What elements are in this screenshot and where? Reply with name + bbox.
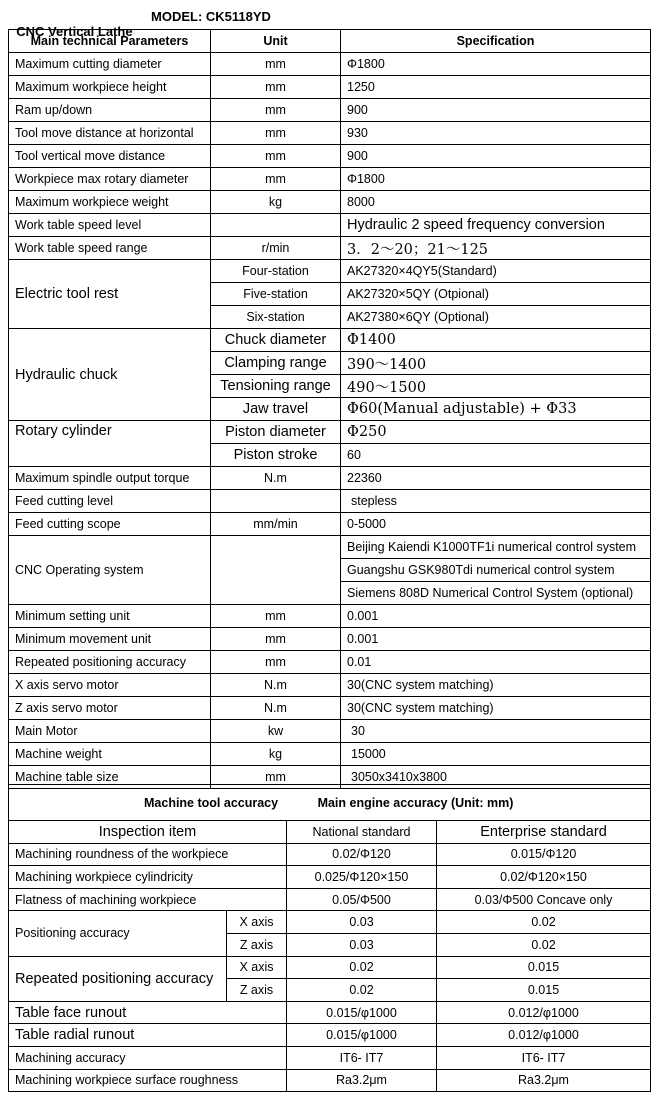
- table-row: [9, 260, 651, 283]
- param-name: Maximum cutting diameter: [9, 53, 211, 76]
- table-row: [9, 191, 651, 214]
- inspection-item: Repeated positioning accuracy: [9, 956, 227, 1001]
- table-row: [9, 214, 651, 237]
- param-name: Maximum spindle output torque: [9, 467, 211, 490]
- enterprise-standard: 0.012/φ1000: [437, 1001, 651, 1024]
- param-value: Φ1800: [341, 168, 651, 191]
- technical-parameters-table: [8, 29, 651, 789]
- table-row: [9, 536, 651, 559]
- table-row: [9, 697, 651, 720]
- accuracy-table: [8, 784, 651, 1092]
- param-name: Rotary cylinder: [9, 421, 211, 467]
- inspection-item: Machining workpiece cylindricity: [9, 866, 287, 889]
- param-value: 0.001: [341, 628, 651, 651]
- national-standard: 0.05/Φ500: [287, 888, 437, 911]
- param-value: 930: [341, 122, 651, 145]
- param-value: 22360: [341, 467, 651, 490]
- param-unit: [211, 536, 341, 605]
- national-standard: 0.03: [287, 911, 437, 934]
- inspection-item: Table face runout: [9, 1001, 287, 1024]
- table-row: [9, 122, 651, 145]
- table-row: [9, 513, 651, 536]
- param-value: Φ1800: [341, 53, 651, 76]
- param-value: 30(CNC system matching): [341, 697, 651, 720]
- enterprise-standard: 0.02: [437, 933, 651, 956]
- param-value: 390～1400: [341, 352, 651, 375]
- axis-label: Z axis: [227, 933, 287, 956]
- param-value: Φ1400: [341, 329, 651, 352]
- national-standard: 0.015/φ1000: [287, 1024, 437, 1047]
- table-row: [9, 1046, 651, 1069]
- param-unit: mm: [211, 651, 341, 674]
- param-unit: [211, 490, 341, 513]
- national-standard: IT6- IT7: [287, 1046, 437, 1069]
- param-value: 1250: [341, 76, 651, 99]
- param-value: 900: [341, 145, 651, 168]
- sub-param: Chuck diameter: [211, 329, 341, 352]
- param-value: Guangshu GSK980Tdi numerical control system: [341, 559, 651, 582]
- param-unit: r/min: [211, 237, 341, 260]
- param-value: AK27320×4QY5(Standard): [341, 260, 651, 283]
- param-value: 0.001: [341, 605, 651, 628]
- accuracy-title-row: [9, 785, 651, 821]
- inspection-item: Machining accuracy: [9, 1046, 287, 1069]
- table-row: [9, 467, 651, 490]
- table-row: [9, 1001, 651, 1024]
- table-row: [9, 911, 651, 934]
- param-name: Tool move distance at horizontal: [9, 122, 211, 145]
- param-value: AK27380×6QY (Optional): [341, 306, 651, 329]
- param-unit: mm: [211, 605, 341, 628]
- param-name: X axis servo motor: [9, 674, 211, 697]
- param-value: AK27320×5QY (Otpional): [341, 283, 651, 306]
- accuracy-title-left: Machine tool accuracy: [144, 795, 279, 810]
- national-standard: 0.02: [287, 956, 437, 979]
- param-name: Workpiece max rotary diameter: [9, 168, 211, 191]
- param-unit: N.m: [211, 467, 341, 490]
- enterprise-standard: Ra3.2μm: [437, 1069, 651, 1092]
- sub-param: Tensioning range: [211, 375, 341, 398]
- table-header-row: [9, 821, 651, 844]
- national-standard: 0.02/Φ120: [287, 843, 437, 866]
- column-header: Specification: [341, 30, 651, 53]
- table-row: [9, 76, 651, 99]
- enterprise-standard: 0.02/Φ120×150: [437, 866, 651, 889]
- param-value: 0.01: [341, 651, 651, 674]
- param-name: Maximum workpiece weight: [9, 191, 211, 214]
- table-row: [9, 53, 651, 76]
- param-value: 3050x3410x3800: [341, 766, 651, 789]
- param-value: Beijing Kaiendi K1000TF1i numerical control system: [341, 536, 651, 559]
- inspection-item: Flatness of machining workpiece: [9, 888, 287, 911]
- table-row: [9, 720, 651, 743]
- inspection-item: Positioning accuracy: [9, 911, 227, 956]
- param-unit: mm: [211, 145, 341, 168]
- param-value: Φ60(Manual adjustable) + Φ33: [341, 398, 651, 421]
- param-name: Feed cutting scope: [9, 513, 211, 536]
- national-standard: 0.03: [287, 933, 437, 956]
- table-row: [9, 168, 651, 191]
- axis-label: Z axis: [227, 979, 287, 1002]
- table-row: [9, 145, 651, 168]
- param-unit: mm: [211, 99, 341, 122]
- column-header: Inspection item: [9, 821, 287, 844]
- param-name: Main Motor: [9, 720, 211, 743]
- param-unit: kg: [211, 191, 341, 214]
- sub-param: Four-station: [211, 260, 341, 283]
- machine-model: MODEL: CK5118YD: [151, 9, 271, 24]
- param-value: 900: [341, 99, 651, 122]
- param-name: Work table speed range: [9, 237, 211, 260]
- enterprise-standard: 0.012/φ1000: [437, 1024, 651, 1047]
- param-name: Work table speed level: [9, 214, 211, 237]
- param-name: Repeated positioning accuracy: [9, 651, 211, 674]
- table-row: [9, 866, 651, 889]
- param-unit: mm: [211, 122, 341, 145]
- enterprise-standard: 0.02: [437, 911, 651, 934]
- param-name: CNC Operating system: [9, 536, 211, 605]
- table-header-row: [9, 30, 651, 53]
- table-row: [9, 743, 651, 766]
- enterprise-standard: 0.015: [437, 979, 651, 1002]
- param-name: Tool vertical move distance: [9, 145, 211, 168]
- param-name: Machine weight: [9, 743, 211, 766]
- param-unit: mm: [211, 53, 341, 76]
- param-unit: kg: [211, 743, 341, 766]
- param-unit: mm: [211, 168, 341, 191]
- param-name: Electric tool rest: [9, 260, 211, 329]
- param-value: 15000: [341, 743, 651, 766]
- param-name: Ram up/down: [9, 99, 211, 122]
- machine-title: CNC Vertical Lathe: [16, 24, 133, 39]
- national-standard: 0.02: [287, 979, 437, 1002]
- table-row: [9, 1024, 651, 1047]
- table-row: [9, 956, 651, 979]
- sub-param: Five-station: [211, 283, 341, 306]
- param-value: 8000: [341, 191, 651, 214]
- param-name: Feed cutting level: [9, 490, 211, 513]
- param-unit: mm: [211, 76, 341, 99]
- national-standard: 0.015/φ1000: [287, 1001, 437, 1024]
- param-value: 0-5000: [341, 513, 651, 536]
- param-unit: N.m: [211, 674, 341, 697]
- param-value: Φ250: [341, 421, 651, 444]
- param-name: Minimum movement unit: [9, 628, 211, 651]
- table-row: [9, 237, 651, 260]
- sub-param: Piston stroke: [211, 444, 341, 467]
- sub-param: Clamping range: [211, 352, 341, 375]
- inspection-item: Machining workpiece surface roughness: [9, 1069, 287, 1092]
- table-row: [9, 843, 651, 866]
- inspection-item: Machining roundness of the workpiece: [9, 843, 287, 866]
- inspection-item: Table radial runout: [9, 1024, 287, 1047]
- param-unit: mm: [211, 766, 341, 789]
- param-name: Hydraulic chuck: [9, 329, 211, 421]
- param-value: stepless: [341, 490, 651, 513]
- param-value: Siemens 808D Numerical Control System (optional): [341, 582, 651, 605]
- param-unit: N.m: [211, 697, 341, 720]
- param-value: 30: [341, 720, 651, 743]
- param-value: 490～1500: [341, 375, 651, 398]
- param-unit: mm: [211, 628, 341, 651]
- param-value: Hydraulic 2 speed frequency conversion: [341, 214, 651, 237]
- param-value: 3．2～20；21～125: [341, 237, 651, 260]
- column-header: Enterprise standard: [437, 821, 651, 844]
- national-standard: 0.025/Φ120×150: [287, 866, 437, 889]
- param-unit: mm/min: [211, 513, 341, 536]
- table-row: [9, 329, 651, 352]
- table-row: [9, 605, 651, 628]
- enterprise-standard: IT6- IT7: [437, 1046, 651, 1069]
- table-row: [9, 421, 651, 444]
- table-row: [9, 99, 651, 122]
- column-header: National standard: [287, 821, 437, 844]
- accuracy-title: [9, 785, 651, 821]
- param-name: Machine table size: [9, 766, 211, 789]
- table-row: [9, 490, 651, 513]
- enterprise-standard: 0.015/Φ120: [437, 843, 651, 866]
- param-name: Z axis servo motor: [9, 697, 211, 720]
- axis-label: X axis: [227, 956, 287, 979]
- national-standard: Ra3.2μm: [287, 1069, 437, 1092]
- table-row: [9, 888, 651, 911]
- column-header: Unit: [211, 30, 341, 53]
- param-value: 60: [341, 444, 651, 467]
- sub-param: Jaw travel: [211, 398, 341, 421]
- table-row: [9, 651, 651, 674]
- table-row: [9, 1069, 651, 1092]
- accuracy-title-right: Main engine accuracy (Unit: mm): [317, 795, 514, 810]
- param-value: 30(CNC system matching): [341, 674, 651, 697]
- param-name: Maximum workpiece height: [9, 76, 211, 99]
- sub-param: Six-station: [211, 306, 341, 329]
- param-unit: kw: [211, 720, 341, 743]
- column-header: Main technical Parameters: [9, 30, 211, 53]
- enterprise-standard: 0.015: [437, 956, 651, 979]
- sub-param: Piston diameter: [211, 421, 341, 444]
- table-row: [9, 674, 651, 697]
- param-name: Minimum setting unit: [9, 605, 211, 628]
- axis-label: X axis: [227, 911, 287, 934]
- enterprise-standard: 0.03/Φ500 Concave only: [437, 888, 651, 911]
- param-unit: [211, 214, 341, 237]
- table-row: [9, 628, 651, 651]
